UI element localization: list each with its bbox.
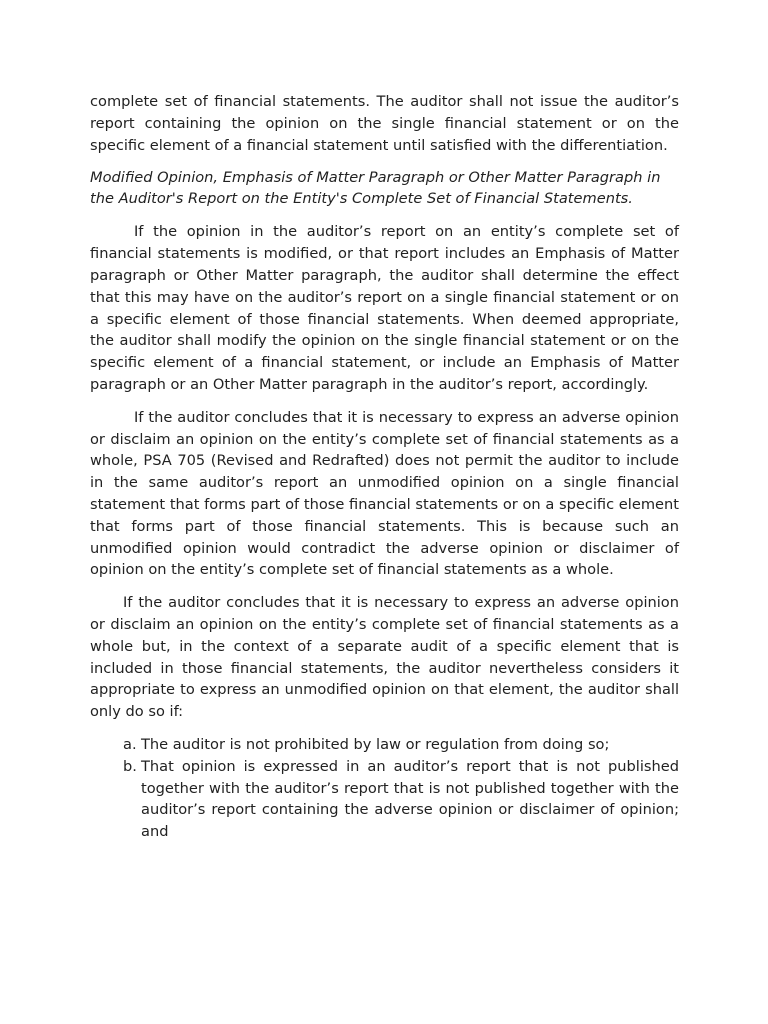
continuation-paragraph: complete set of financial statements. The auditor shall not issue the auditor’s report containing the opinion on the single financial statement or on the specific element of a financial statement until satisfied with the differentiation. (90, 93, 679, 154)
list-item-text: The auditor is not prohibited by law or regulation from doing so; (141, 735, 610, 753)
list-marker: a. (123, 735, 137, 753)
list-marker: b. (123, 757, 137, 775)
document-page (90, 91, 679, 843)
section-heading: Modified Opinion, Emphasis of Matter Paragraph or Other Matter Paragraph in the Auditor's Report on the Entity's Complete Set of Financial Statements. (90, 169, 661, 208)
list-item-text: That opinion is expressed in an auditor’s report that is not published together with the auditor’s report that is not published together with the auditor’s report containing the adverse opinion or disclaimer of opinion; and (141, 757, 679, 841)
list-item (123, 734, 679, 756)
list-item (123, 756, 679, 843)
paragraph-adverse-opinion: If the auditor concludes that it is necessary to express an adverse opinion or disclaim an opinion on the entity’s complete set of financial statements as a whole, PSA 705 (Revised and Redrafted) does not permit the auditor to include in the same auditor’s report an unmodified opinion on a single financial statement that forms part of those financial statements or on a specific element that forms part of those financial statements. This is because such an unmodified opinion would contradict the adverse opinion or disclaimer of opinion on the entity’s complete set of financial statements as a whole. (90, 408, 679, 579)
paragraph-modified-opinion: If the opinion in the auditor’s report on an entity’s complete set of financial statements is modified, or that report includes an Emphasis of Matter paragraph or Other Matter paragraph, the auditor shall determine the effect that this may have on the auditor’s report on a single financial statement or on a specific element of those financial statements. When deemed appropriate, the auditor shall modify the opinion on the single financial statement or on the specific element of a financial statement, or include an Emphasis of Matter paragraph or an Other Matter paragraph in the auditor’s report, accordingly. (90, 223, 679, 393)
conditions-list (90, 734, 679, 843)
paragraph-separate-audit: If the auditor concludes that it is necessary to express an adverse opinion or disclaim an opinion on the entity’s complete set of financial statements as a whole but, in the context of a separate audit of a specific element that is included in those financial statements, the auditor nevertheless considers it appropriate to express an unmodified opinion on that element, the auditor shall only do so if: (90, 594, 679, 721)
